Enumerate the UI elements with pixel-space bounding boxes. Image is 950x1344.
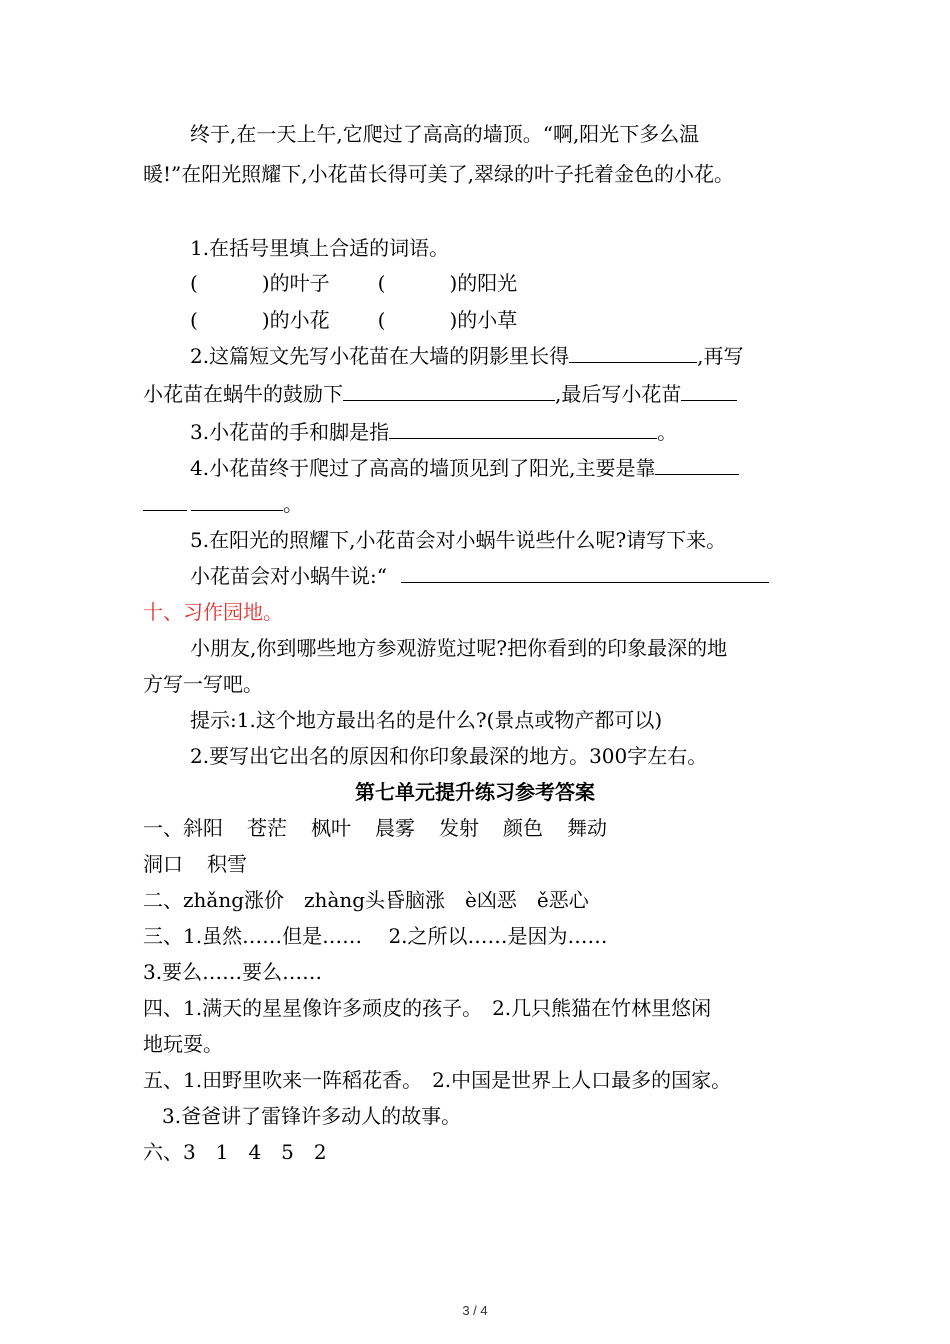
question-3 — [190, 418, 677, 446]
question-4-line-2 — [143, 490, 303, 518]
section-10-hint-1: 提示:1.这个地方最出名的是什么?(景点或物产都可以) — [190, 708, 663, 732]
a1-word: 舞动 — [567, 816, 607, 840]
answer-blank[interactable] — [389, 418, 657, 439]
paren-close: ) — [261, 271, 270, 295]
a1-word: 颜色 — [503, 816, 543, 840]
q3-text: 3.小花苗的手和脚是指 — [190, 420, 390, 444]
answer-1-cont — [143, 850, 247, 878]
paren-open: ( — [377, 271, 386, 295]
a1-word: 枫叶 — [311, 816, 351, 840]
answer-blank[interactable] — [401, 562, 769, 583]
answer-5: 五、1.田野里吹来一阵稻花香。 2.中国是世界上人口最多的国家。 — [143, 1068, 732, 1092]
q1-item-2: 的阳光 — [457, 271, 518, 295]
q3-end: 。 — [657, 420, 678, 444]
q1-item-3: 的小花 — [269, 308, 330, 332]
answer-blank[interactable] — [569, 342, 697, 363]
question-5: 5.在阳光的照耀下,小花苗会对小蜗牛说些什么呢?请写下来。 — [190, 528, 727, 552]
question-4-line-1 — [190, 454, 739, 482]
q2-text-c: 小花苗在蜗牛的鼓励下 — [143, 382, 343, 406]
q5-prompt: 小花苗会对小蜗牛说:“ — [190, 564, 387, 588]
section-10-heading: 十、习作园地。 — [143, 600, 283, 624]
answer-6: 六、3 1 4 5 2 — [143, 1140, 327, 1164]
story-line-1: 终于,在一天上午,它爬过了高高的墙顶。“啊,阳光下多么温 — [190, 122, 700, 146]
a1-word: 晨雾 — [375, 816, 415, 840]
question-1: 1.在括号里填上合适的词语。 — [190, 236, 450, 260]
paren-close: ) — [449, 308, 458, 332]
q2-text-a: 2.这篇短文先写小花苗在大墙的阴影里长得 — [190, 344, 570, 368]
q1-row-2 — [190, 306, 517, 334]
section-10-para-2: 方写一写吧。 — [143, 672, 263, 696]
paren-open: ( — [190, 271, 198, 295]
paren-open: ( — [190, 308, 198, 332]
a1-word: 苍茫 — [247, 816, 287, 840]
answer-blank[interactable] — [191, 490, 283, 511]
section-10-hint-2: 2.要写出它出名的原因和你印象最深的地方。300字左右。 — [190, 744, 708, 768]
a1-word: 斜阳 — [183, 816, 223, 840]
a1-word: 发射 — [439, 816, 479, 840]
answer-3: 三、1.虽然……但是…… 2.之所以……是因为…… — [143, 924, 608, 948]
answer-4: 四、1.满天的星星像许多顽皮的孩子。 2.几只熊猫在竹林里悠闲 — [143, 996, 712, 1020]
paren-open: ( — [377, 308, 386, 332]
answer-2: 二、zhǎng涨价 zhàng头昏脑涨 è凶恶 ě恶心 — [143, 888, 589, 912]
story-line-2: 暖!”在阳光照耀下,小花苗长得可美了,翠绿的叶子托着金色的小花。 — [143, 162, 734, 186]
answer-blank[interactable] — [681, 380, 737, 401]
question-2-line-1 — [190, 342, 743, 370]
paren-close: ) — [449, 271, 458, 295]
answer-blank[interactable] — [143, 490, 187, 511]
answer-5-cont: 3.爸爸讲了雷锋许多动人的故事。 — [162, 1104, 462, 1128]
q2-text-d: ,最后写小花苗 — [555, 382, 682, 406]
answer-4-cont: 地玩耍。 — [143, 1032, 223, 1056]
a1-word: 洞口 — [143, 852, 183, 876]
answer-3-cont: 3.要么……要么…… — [143, 960, 323, 984]
page-number: 3 / 4 — [462, 1303, 488, 1318]
q1-row-1 — [190, 269, 517, 297]
answer-blank[interactable] — [655, 454, 739, 475]
section-10-para-1: 小朋友,你到哪些地方参观游览过呢?把你看到的印象最深的地 — [190, 636, 728, 660]
q1-item-1: 的叶子 — [269, 271, 330, 295]
q4-end: 。 — [283, 492, 303, 516]
question-2-line-2 — [143, 380, 737, 408]
paren-close: ) — [261, 308, 270, 332]
a1-label: 一、 — [143, 816, 183, 840]
q4-text: 4.小花苗终于爬过了高高的墙顶见到了阳光,主要是靠 — [190, 456, 656, 480]
answer-blank[interactable] — [343, 380, 555, 401]
a1-word: 积雪 — [207, 852, 247, 876]
question-5-answer — [190, 562, 769, 590]
q2-text-b: ,再写 — [697, 344, 744, 368]
q1-item-4: 的小草 — [457, 308, 518, 332]
answers-title: 第七单元提升练习参考答案 — [355, 780, 595, 804]
answer-1 — [143, 814, 607, 842]
